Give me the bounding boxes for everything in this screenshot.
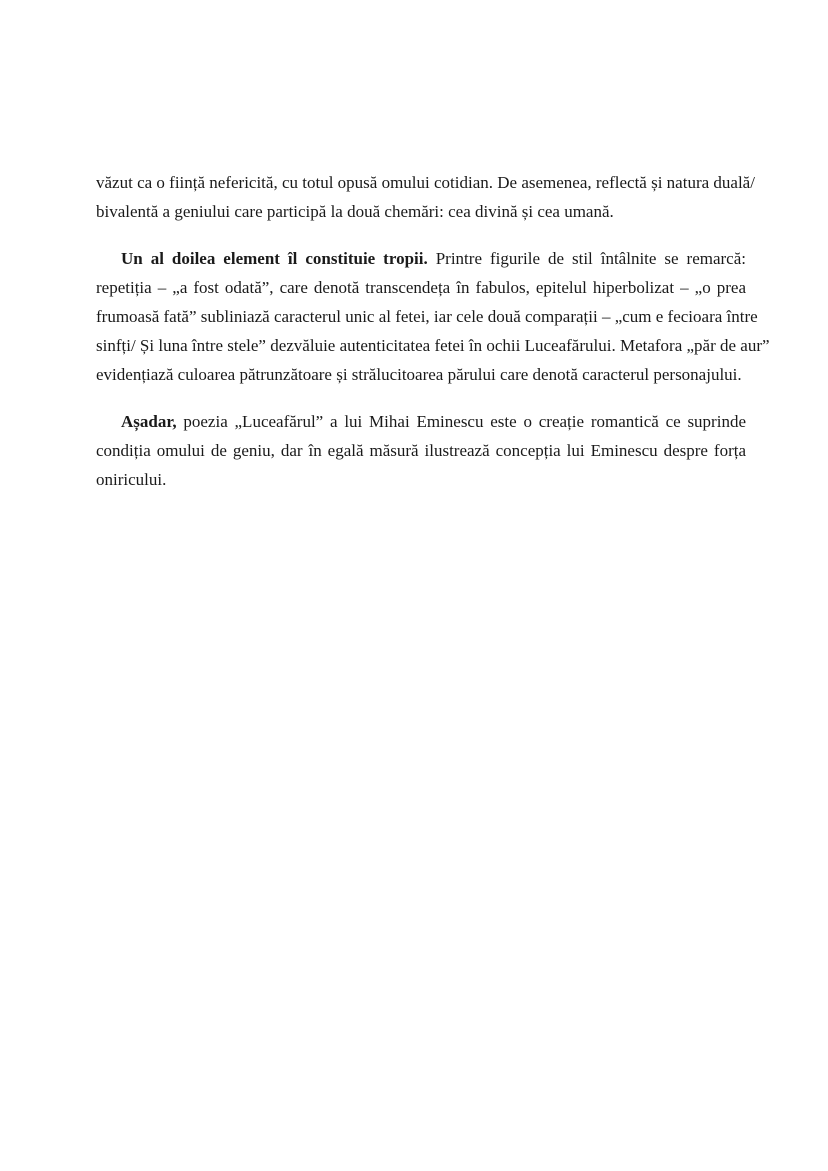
paragraph-genius-nature xyxy=(96,168,755,226)
paragraph-first-line xyxy=(96,244,746,273)
paragraph-line: repetiția – „a fost odată”, care denotă transcendeța în fabulos, epitelul hiperbolizat – „o prea xyxy=(96,278,746,297)
paragraph-first-line xyxy=(96,407,746,436)
paragraph-line-text: Printre figurile de stil întâlnite se remarcă: xyxy=(427,249,746,268)
paragraph-line: sinfți/ Și luna între stele” dezvăluie autenticitatea fetei în ochii Luceafărului. Metafora „păr de aur” xyxy=(96,336,770,355)
paragraph-lead: Așadar, xyxy=(121,412,177,431)
paragraph-line: oniricului. xyxy=(96,470,167,489)
paragraph-lead: Un al doilea element îl constituie tropii. xyxy=(121,249,428,268)
paragraph-line: evidențiază culoarea pătrunzătoare și strălucitoarea părului care denotă caracterul personajului. xyxy=(96,365,742,384)
paragraph-line: bivalentă a geniului care participă la două chemări: cea divină și cea umană. xyxy=(96,202,614,221)
paragraph-line: condiția omului de geniu, dar în egală măsură ilustrează concepția lui Eminescu despre forța xyxy=(96,441,746,460)
paragraph-line-text: poezia „Luceafărul” a lui Mihai Eminescu este o creație romantică ce suprinde xyxy=(176,412,746,431)
paragraph-line: văzut ca o ființă nefericită, cu totul opusă omului cotidian. De asemenea, reflectă și natura duală/ xyxy=(96,173,755,192)
paragraph-line: frumoasă fată” subliniază caracterul unic al fetei, iar cele două comparații – „cum e fecioara între xyxy=(96,307,758,326)
paragraph-conclusion xyxy=(96,407,746,494)
paragraph-tropes xyxy=(96,244,770,389)
